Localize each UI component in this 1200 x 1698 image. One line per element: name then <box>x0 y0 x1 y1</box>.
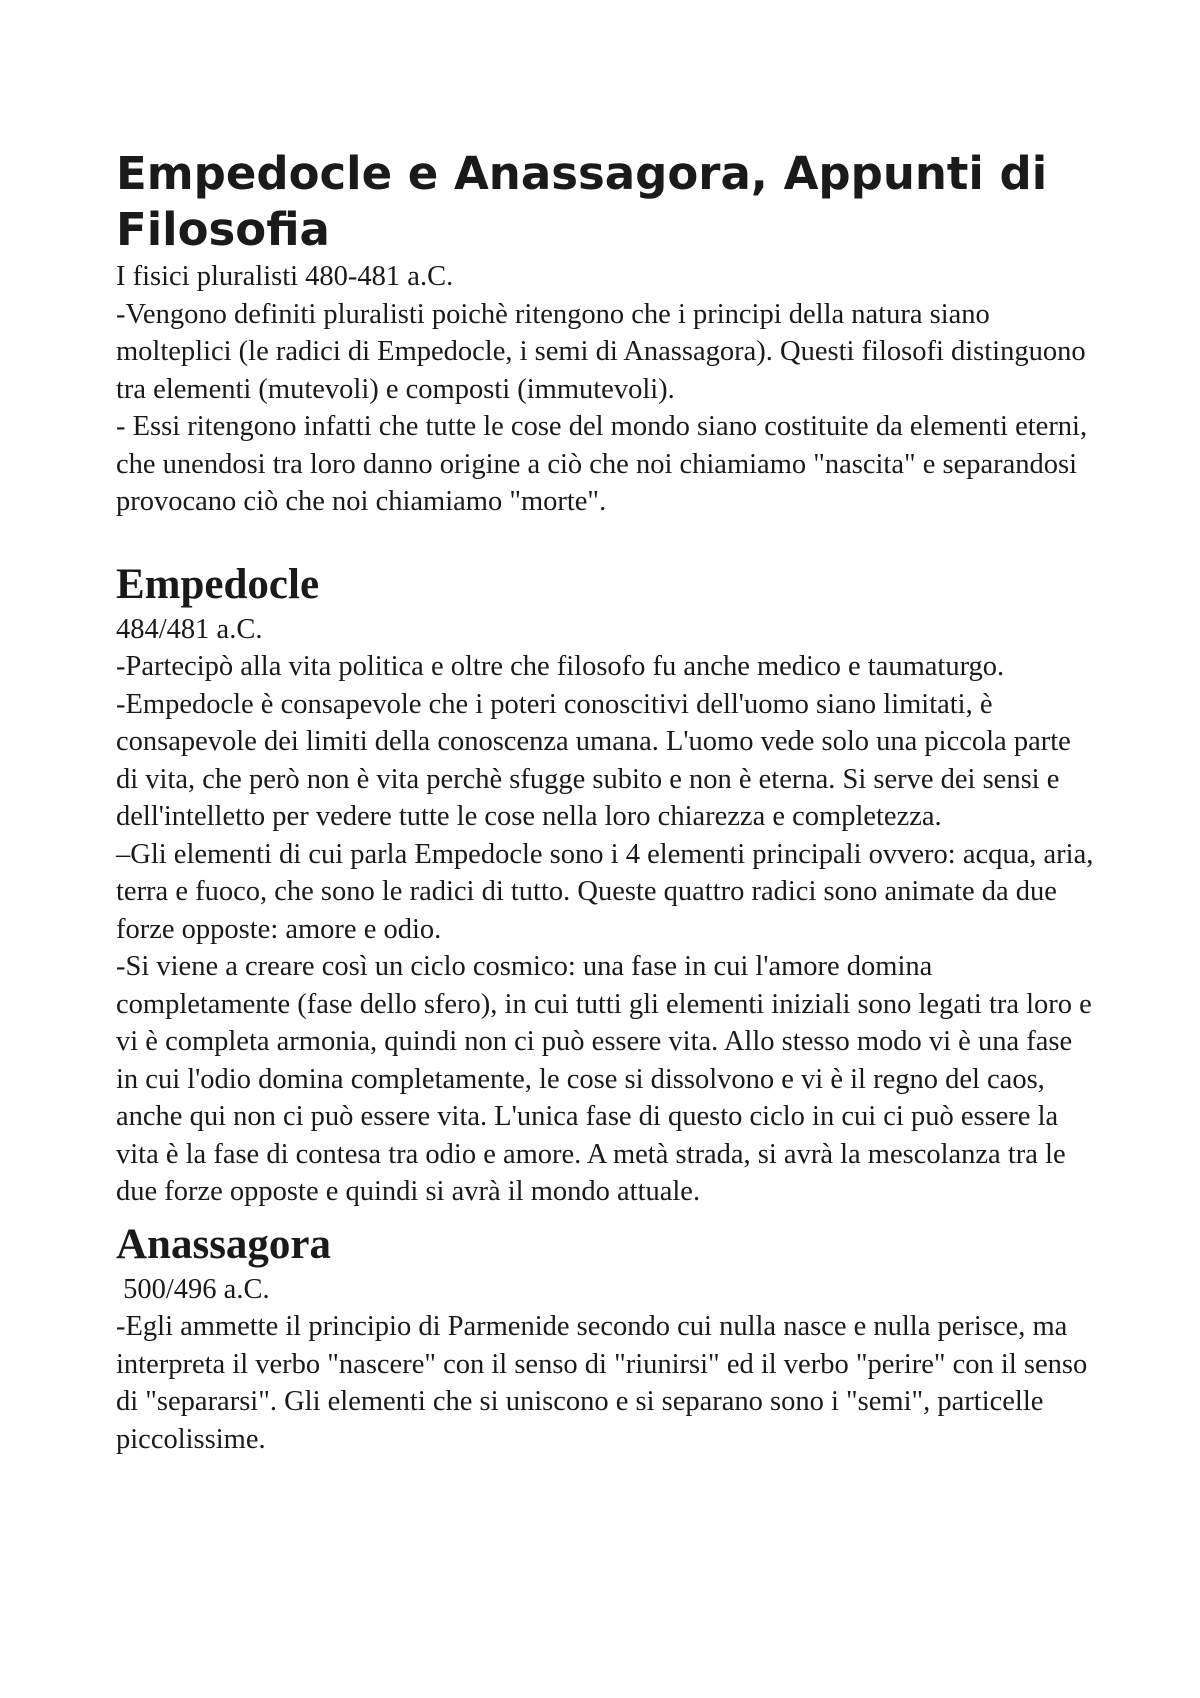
section-paragraph: –Gli elementi di cui parla Empedocle sono i 4 elementi principali ovvero: acqua, aria, terra e fuoco, che sono le radici di tutto. Queste quattro radici sono animate da due forze opposte: amore e odio. <box>116 838 1101 945</box>
section-paragraph: -Partecipò alla vita politica e oltre che filosofo fu anche medico e taumaturgo. <box>116 651 1005 682</box>
section-anassagora <box>116 1219 1096 1459</box>
intro-paragraph: - Essi ritengono infatti che tutte le cose del mondo siano costituite da elementi eterni, che unendosi tra loro danno origine a ciò che noi chiamiamo "nascita" e separandosi provocano ciò che noi chiamiamo "morte". <box>116 411 1095 517</box>
intro-paragraph: I fisici pluralisti 480-481 a.C. <box>116 261 454 292</box>
section-paragraph: 484/481 a.C. <box>116 613 263 645</box>
section-heading-anassagora: Anassagora <box>116 1220 332 1268</box>
section-paragraph: -Empedocle è consapevole che i poteri conoscitivi dell'uomo siano limitati, è consapevole dei limiti della conoscenza umana. L'uomo vede solo una piccola parte di vita, che però non è vita perchè sfugge subito e non è eterna. Si serve dei sensi e dell'intelletto per vedere tutte le cose nella loro chiarezza e completezza. <box>116 688 1078 832</box>
document-title: Empedocle e Anassagora, Appunti di Filosofia <box>116 147 1048 256</box>
section-paragraph: -Egli ammette il principio di Parmenide secondo cui nulla nasce e nulla perisce, ma interpreta il verbo "nascere" con il senso di "riunirsi" ed il verbo "perire" con il senso di "separarsi". Gli elementi che si uniscono e si separano sono i "semi", particelle piccolissime. <box>116 1311 1095 1455</box>
intro-paragraph: -Vengono definiti pluralisti poichè ritengono che i principi della natura siano molteplici (le radici di Empedocle, i semi di Anassagora). Questi filosofi distinguono tra elementi (mutevoli) e composti (immutevoli). <box>116 298 1093 405</box>
section-paragraph: -Si viene a creare così un ciclo cosmico: una fase in cui l'amore domina completamente (fase dello sfero), in cui tutti gli elementi iniziali sono legati tra loro e vi è completa armonia, quindi non ci può essere vita. Allo stesso modo vi è una fase in cui l'odio domina completamente, le cose si dissolvono e vi è il regno del caos, anche qui non ci può essere vita. L'unica fase di questo ciclo in cui ci può essere la vita è la fase di contesa tra odio e amore. A metà strada, si avrà la mescolanza tra le due forze opposte e quindi si avrà il mondo attuale. <box>116 951 1099 1207</box>
intro-block <box>116 258 1096 521</box>
section-heading-empedocle: Empedocle <box>116 560 320 608</box>
section-paragraph: 500/496 a.C. <box>116 1273 270 1305</box>
document-page <box>116 146 1101 1458</box>
section-empedocle <box>116 559 1101 1211</box>
